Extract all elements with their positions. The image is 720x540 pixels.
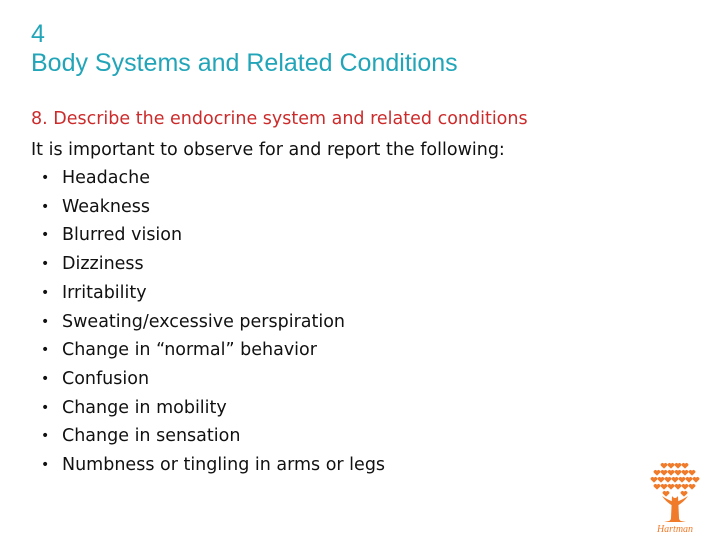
list-item: • Change in sensation — [31, 422, 651, 451]
intro-text: It is important to observe for and report the following: — [31, 140, 505, 160]
heart-shape — [675, 484, 682, 490]
heart-shape — [663, 491, 670, 497]
heart-shape — [682, 463, 689, 469]
list-item: • Confusion — [31, 365, 651, 394]
hartman-logo — [644, 456, 706, 536]
heart-shape — [661, 484, 668, 490]
heart-shape — [654, 484, 661, 490]
heart-shape — [661, 463, 668, 469]
chapter-title — [31, 20, 458, 78]
heart-shape — [689, 484, 696, 490]
heart-shape — [654, 470, 661, 476]
list-item: • Numbness or tingling in arms or legs — [31, 451, 651, 480]
heart-shape — [668, 484, 675, 490]
section-subtitle: 8. Describe the endocrine system and related conditions — [31, 109, 528, 129]
heart-shape — [665, 477, 672, 483]
heart-shape — [682, 470, 689, 476]
chapter-name: Body Systems and Related Conditions — [31, 49, 458, 77]
heart-shape — [682, 484, 689, 490]
heart-shape — [661, 470, 668, 476]
list-item: • Change in mobility — [31, 394, 651, 423]
heart-shape — [681, 491, 688, 497]
heart-shape — [668, 463, 675, 469]
list-item: • Blurred vision — [31, 221, 651, 250]
heart-shape — [675, 470, 682, 476]
symptom-list — [31, 164, 651, 480]
heart-shape — [675, 463, 682, 469]
list-item: • Irritability — [31, 279, 651, 308]
heart-shape — [693, 477, 700, 483]
heart-shape — [658, 477, 665, 483]
list-item: • Change in “normal” behavior — [31, 336, 651, 365]
heart-shape — [672, 477, 679, 483]
heart-shape — [686, 477, 693, 483]
logo-wordmark: Hartman — [656, 524, 694, 535]
heart-shape — [689, 470, 696, 476]
slide-content — [31, 106, 651, 480]
list-item: • Sweating/excessive perspiration — [31, 308, 651, 337]
list-item: • Dizziness — [31, 250, 651, 279]
heart-shape — [679, 477, 686, 483]
list-item: • Headache — [31, 164, 651, 193]
chapter-number: 4 — [31, 20, 45, 48]
heart-shape — [668, 470, 675, 476]
list-item: • Weakness — [31, 193, 651, 222]
heart-tree-icon — [651, 463, 700, 522]
heart-shape — [651, 477, 658, 483]
